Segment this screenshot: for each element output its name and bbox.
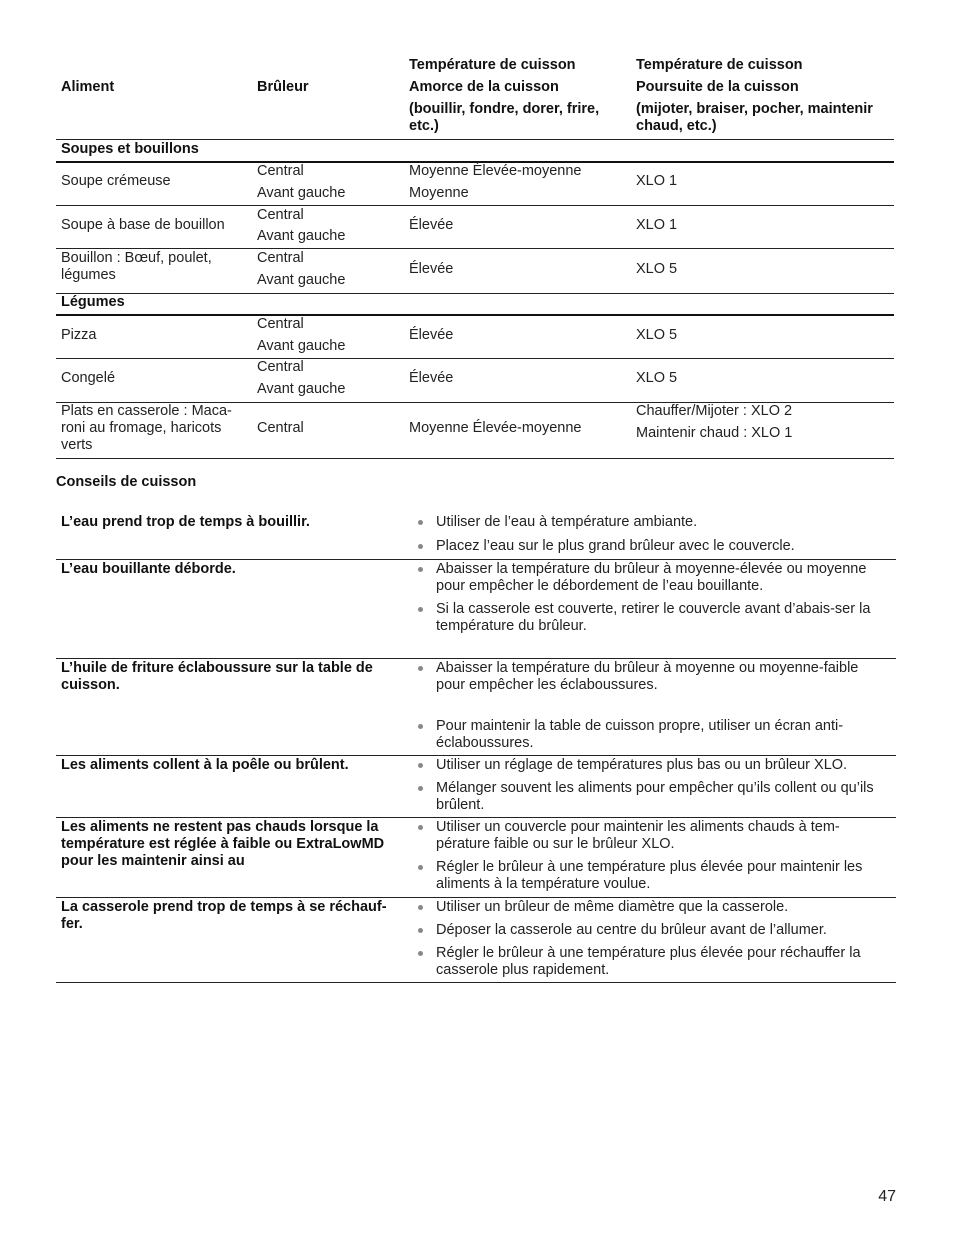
cell-aliment: Plats en casserole : Maca- xyxy=(61,403,232,419)
cell-temp-poursuite: XLO 5 xyxy=(636,261,678,277)
tip-answer xyxy=(418,780,893,814)
cell-aliment: roni au fromage, haricots xyxy=(61,420,222,436)
tip-rule xyxy=(56,658,896,659)
section-legumes: Légumes xyxy=(61,294,125,310)
tip-answer xyxy=(418,601,893,635)
tip-answer xyxy=(418,819,893,853)
cell-temp-poursuite: Chauffer/Mijoter : XLO 2 xyxy=(636,403,793,419)
tip-rule xyxy=(56,897,896,898)
cell-bruleur: Central xyxy=(257,359,304,375)
tip-answer-text: Utiliser un brûleur de même diamètre que la casserole. xyxy=(436,899,789,915)
table-rule xyxy=(56,458,894,459)
cell-temp-poursuite: XLO 5 xyxy=(636,370,678,386)
section-soupes: Soupes et bouillons xyxy=(61,141,199,157)
cell-temp-poursuite: Maintenir chaud : XLO 1 xyxy=(636,425,793,441)
cell-temp-poursuite: XLO 1 xyxy=(636,217,678,233)
tip-answer-text: Utiliser un couvercle pour maintenir les aliments chauds à tem-pérature faible ou sur le brûleur XLO. xyxy=(436,819,840,852)
bullet-icon xyxy=(418,763,423,768)
tip-rule xyxy=(56,817,896,818)
bullet-icon xyxy=(418,951,423,956)
cell-bruleur: Avant gauche xyxy=(257,185,346,201)
header-col3-line1: Température de cuisson xyxy=(409,57,576,73)
cell-temp-poursuite: XLO 5 xyxy=(636,327,678,343)
tip-answer-text: Si la casserole est couverte, retirer le couvercle avant d’abais-ser la température du brûleur. xyxy=(436,601,871,634)
cell-temp-amorce: Moyenne xyxy=(409,185,469,201)
cell-aliment: Soupe crémeuse xyxy=(61,173,171,189)
cell-bruleur: Central xyxy=(257,250,304,266)
tip-answer-text: Placez l’eau sur le plus grand brûleur avec le couvercle. xyxy=(436,538,795,554)
cell-bruleur: Avant gauche xyxy=(257,338,346,354)
bullet-icon xyxy=(418,865,423,870)
bullet-icon xyxy=(418,666,423,671)
tip-answer xyxy=(418,922,893,939)
tip-answer-text: Pour maintenir la table de cuisson propre, utiliser un écran anti-éclaboussures. xyxy=(436,718,844,751)
cell-aliment: verts xyxy=(61,437,93,453)
bullet-icon xyxy=(418,786,423,791)
cell-aliment: Congelé xyxy=(61,370,116,386)
cell-bruleur: Avant gauche xyxy=(257,381,346,397)
header-aliment: Aliment xyxy=(61,79,115,95)
tip-answer xyxy=(418,538,893,555)
bullet-icon xyxy=(418,567,423,572)
tip-answer xyxy=(418,514,893,531)
cell-bruleur: Central xyxy=(257,163,304,179)
bullet-icon xyxy=(418,905,423,910)
page-number: 47 xyxy=(878,1188,896,1205)
bullet-icon xyxy=(418,724,423,729)
cell-bruleur: Central xyxy=(257,316,304,332)
table-rule xyxy=(56,314,894,316)
cell-temp-amorce: Élevée xyxy=(409,327,454,343)
bullet-icon xyxy=(418,607,423,612)
tips-title: Conseils de cuisson xyxy=(56,474,197,490)
tip-rule xyxy=(56,755,896,756)
tip-question: L’eau prend trop de temps à bouillir. xyxy=(61,514,310,530)
tip-answer xyxy=(418,945,893,979)
table-rule xyxy=(56,205,894,206)
bullet-icon xyxy=(418,544,423,549)
cell-aliment: Soupe à base de bouillon xyxy=(61,217,225,233)
header-col4-line1: Température de cuisson xyxy=(636,57,803,73)
tip-question: Les aliments collent à la poêle ou brûlent. xyxy=(61,757,349,773)
tip-answer xyxy=(418,757,893,774)
cell-aliment: Pizza xyxy=(61,327,97,343)
header-col3-line4: etc.) xyxy=(409,118,439,134)
bullet-icon xyxy=(418,928,423,933)
bullet-icon xyxy=(418,520,423,525)
table-rule xyxy=(56,139,894,140)
tip-answer xyxy=(418,561,893,595)
table-rule xyxy=(56,358,894,359)
tip-answer-text: Régler le brûleur à une température plus élevée pour maintenir les aliments à la température voulue. xyxy=(436,859,863,892)
cell-aliment: légumes xyxy=(61,267,116,283)
tip-answer xyxy=(418,718,893,752)
table-rule xyxy=(56,293,894,294)
tip-answer-text: Utiliser un réglage de températures plus bas ou un brûleur XLO. xyxy=(436,757,848,773)
cell-temp-poursuite: XLO 1 xyxy=(636,173,678,189)
tip-answer xyxy=(418,660,878,694)
cell-bruleur: Central xyxy=(257,420,304,436)
header-col4-line4: chaud, etc.) xyxy=(636,118,717,134)
bullet-icon xyxy=(418,825,423,830)
header-bruleur: Brûleur xyxy=(257,79,309,95)
header-col4-line3: (mijoter, braiser, pocher, maintenir xyxy=(636,101,873,117)
cell-bruleur: Central xyxy=(257,207,304,223)
tip-question: L’eau bouillante déborde. xyxy=(61,561,236,577)
cell-aliment: Bouillon : Bœuf, poulet, xyxy=(61,250,212,266)
header-col4-line2: Poursuite de la cuisson xyxy=(636,79,799,95)
tip-answer-text: Abaisser la température du brûleur à moyenne-élevée ou moyenne pour empêcher le débordement de l’eau bouillante. xyxy=(436,561,867,594)
cell-temp-amorce: Élevée xyxy=(409,217,454,233)
tip-rule xyxy=(56,559,896,560)
cell-temp-amorce: Élevée xyxy=(409,261,454,277)
tip-answer xyxy=(418,859,893,893)
cell-bruleur: Avant gauche xyxy=(257,272,346,288)
tip-answer xyxy=(418,899,893,916)
tip-answer-text: Déposer la casserole au centre du brûleur avant de l’allumer. xyxy=(436,922,827,938)
header-col3-line3: (bouillir, fondre, dorer, frire, xyxy=(409,101,600,117)
tip-answer-text: Abaisser la température du brûleur à moyenne ou moyenne-faible pour empêcher les éclaboussures. xyxy=(436,660,859,693)
tip-question: La casserole prend trop de temps à se réchauf-fer. xyxy=(61,899,387,932)
cell-temp-amorce: Moyenne Élevée-moyenne xyxy=(409,163,582,179)
cell-temp-amorce: Élevée xyxy=(409,370,454,386)
tip-answer-text: Utiliser de l’eau à température ambiante. xyxy=(436,514,698,530)
cell-temp-amorce: Moyenne Élevée-moyenne xyxy=(409,420,582,436)
tip-question: Les aliments ne restent pas chauds lorsque la température est réglée à faible ou ExtraLowMD pour les maintenir ainsi au xyxy=(61,819,385,869)
tip-rule xyxy=(56,982,896,983)
tip-question: L’huile de friture éclaboussure sur la table de cuisson. xyxy=(61,660,373,693)
tip-answer-text: Mélanger souvent les aliments pour empêcher qu’ils collent ou qu’ils brûlent. xyxy=(436,780,874,813)
cell-bruleur: Avant gauche xyxy=(257,228,346,244)
tip-answer-text: Régler le brûleur à une température plus élevée pour réchauffer la casserole plus rapidement. xyxy=(436,945,861,978)
header-col3-line2: Amorce de la cuisson xyxy=(409,79,559,95)
